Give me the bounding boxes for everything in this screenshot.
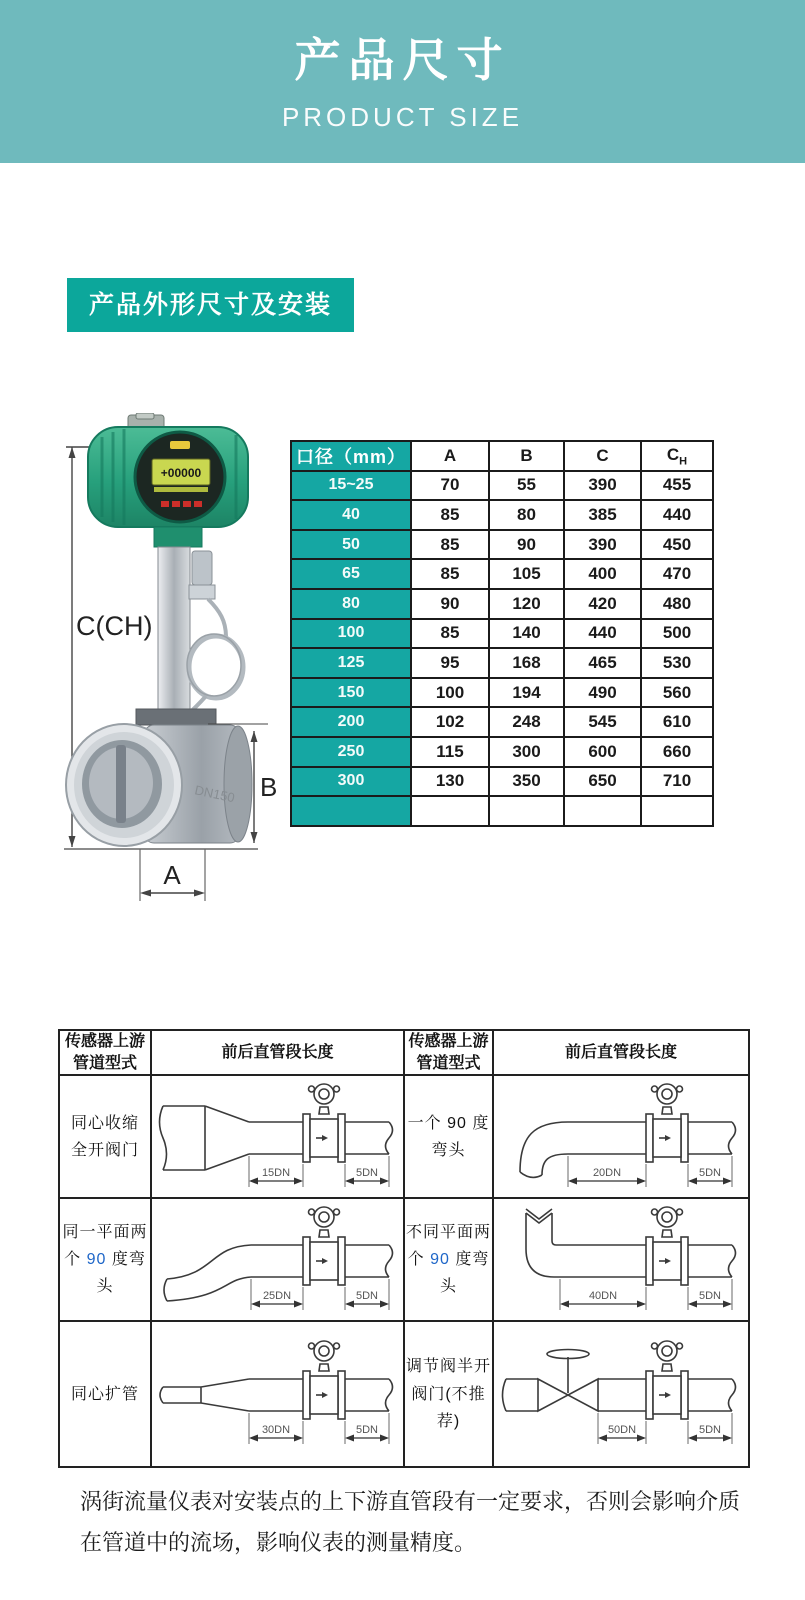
dim-label-a: A (163, 860, 181, 890)
value-cell: 610 (641, 707, 713, 737)
value-cell: 545 (564, 707, 641, 737)
installation-note (80, 1482, 740, 1563)
stem-pipe (158, 547, 190, 711)
dim-row (291, 619, 713, 649)
value-cell: 115 (411, 737, 489, 767)
value-cell: 100 (411, 678, 489, 708)
dn-cell: 100 (291, 619, 411, 649)
dn-cell: 300 (291, 767, 411, 797)
flowmeter-illustration (58, 413, 290, 905)
dimension-table (290, 440, 714, 827)
value-cell: 85 (411, 500, 489, 530)
config-label: 一个 90 度 弯头 (404, 1075, 493, 1198)
dim-label: 15DN (261, 1166, 290, 1179)
dim-row (291, 530, 713, 560)
value-cell: 300 (489, 737, 564, 767)
pipe-row (59, 1198, 749, 1321)
header-sensor-type: 传感器上游 管道型式 (59, 1030, 151, 1075)
value-cell: 85 (411, 619, 489, 649)
config-diagram (151, 1075, 404, 1198)
dn-cell (291, 796, 411, 826)
config-diagram (493, 1075, 749, 1198)
dim-row (291, 648, 713, 678)
dim-table-header-row (291, 441, 713, 471)
config-label: 调节阀半开 阀门(不推荐) (404, 1321, 493, 1467)
value-cell: 400 (564, 559, 641, 589)
dn-cell: 125 (291, 648, 411, 678)
value-cell (411, 796, 489, 826)
value-cell: 600 (564, 737, 641, 767)
value-cell: 168 (489, 648, 564, 678)
pipe-drawing (160, 1379, 393, 1411)
value-cell: 560 (641, 678, 713, 708)
flowmeter-symbol (303, 1084, 345, 1162)
diagram-concentric-reducer (153, 1078, 403, 1196)
value-cell: 70 (411, 471, 489, 501)
flowmeter-symbol (303, 1207, 345, 1285)
flowmeter-symbol (646, 1084, 688, 1162)
value-cell: 390 (564, 471, 641, 501)
dim-label: 5DN (355, 1289, 378, 1302)
value-cell: 440 (564, 619, 641, 649)
value-cell: 390 (564, 530, 641, 560)
pipe-drawing (159, 1106, 392, 1170)
value-cell: 130 (411, 767, 489, 797)
dim-row (291, 500, 713, 530)
hero-banner (0, 0, 805, 163)
flange-body (66, 709, 252, 846)
product-figure (58, 413, 290, 905)
value-cell: 660 (641, 737, 713, 767)
header-c: C (564, 441, 641, 471)
brand-logo (170, 441, 190, 449)
diagram-two-elbows-same-plane (153, 1201, 403, 1319)
dn-cell: 250 (291, 737, 411, 767)
value-cell: 350 (489, 767, 564, 797)
header-b: B (489, 441, 564, 471)
pipe-config-table (58, 1029, 750, 1468)
dim-row (291, 707, 713, 737)
header-diameter: 口径（mm） (291, 441, 411, 471)
value-cell (564, 796, 641, 826)
dim-row (291, 737, 713, 767)
config-label: 同一平面两 个 90 度弯头 (59, 1198, 151, 1321)
value-cell: 105 (489, 559, 564, 589)
value-cell: 530 (641, 648, 713, 678)
dim-label-c: C(CH) (76, 611, 153, 641)
header-a: A (411, 441, 489, 471)
dim-row-empty (291, 796, 713, 826)
header-straight-length: 前后直管段长度 (151, 1030, 404, 1075)
lcd-reading: +00000 (160, 466, 202, 480)
dim-label-b: B (260, 772, 278, 802)
dn-cell: 80 (291, 589, 411, 619)
value-cell: 480 (641, 589, 713, 619)
dim-row (291, 678, 713, 708)
dim-row (291, 589, 713, 619)
value-cell: 465 (564, 648, 641, 678)
value-cell: 710 (641, 767, 713, 797)
header-straight-length: 前后直管段长度 (493, 1030, 749, 1075)
dn-cell: 150 (291, 678, 411, 708)
config-label: 同心扩管 (59, 1321, 151, 1467)
transmitter-head (88, 413, 248, 527)
dim-label: 50DN (607, 1424, 637, 1437)
header-ch: $C_H$ (641, 441, 713, 471)
value-cell: 95 (411, 648, 489, 678)
value-cell: 90 (489, 530, 564, 560)
value-cell: 80 (489, 500, 564, 530)
value-cell: 194 (489, 678, 564, 708)
pipe-row (59, 1075, 749, 1198)
highlight-number: 90 (86, 1251, 107, 1269)
page-title: 产品尺寸 (294, 34, 511, 86)
diagram-two-elbows-different-plane (496, 1201, 746, 1319)
config-label: 同心收缩 全开阀门 (59, 1075, 151, 1198)
header-sensor-type: 传感器上游 管道型式 (404, 1030, 493, 1075)
value-cell: 440 (641, 500, 713, 530)
dim-row (291, 471, 713, 501)
dim-row (291, 559, 713, 589)
dim-label: 5DN (698, 1166, 722, 1179)
diagram-half-open-valve (496, 1335, 746, 1453)
flowmeter-symbol (646, 1341, 688, 1419)
dim-label: 5DN (355, 1424, 378, 1437)
value-cell: 650 (564, 767, 641, 797)
dim-row (291, 767, 713, 797)
value-cell: 248 (489, 707, 564, 737)
value-cell: 450 (641, 530, 713, 560)
note-line: 涡街流量仪表对安装点的上下游直管段有一定要求，否则会影响介质 (80, 1489, 741, 1514)
dim-label: 25DN (262, 1289, 291, 1302)
value-cell: 420 (564, 589, 641, 619)
value-cell: 55 (489, 471, 564, 501)
value-cell (489, 796, 564, 826)
value-cell: 490 (564, 678, 641, 708)
dn-cell: 50 (291, 530, 411, 560)
dn-cell: 200 (291, 707, 411, 737)
value-cell: 455 (641, 471, 713, 501)
dn-cell: 40 (291, 500, 411, 530)
dn-cell: 15~25 (291, 471, 411, 501)
value-cell: 85 (411, 559, 489, 589)
value-cell: 140 (489, 619, 564, 649)
value-cell: 120 (489, 589, 564, 619)
flowmeter-symbol (303, 1341, 345, 1419)
pipe-drawing (526, 1209, 736, 1277)
dim-label: 5DN (698, 1424, 722, 1437)
pipe-drawing (503, 1350, 736, 1412)
config-diagram (493, 1198, 749, 1321)
note-line: 在管道中的流场，影响仪表的测量精度。 (80, 1529, 477, 1555)
neck (154, 527, 202, 547)
config-diagram (151, 1198, 404, 1321)
diagram-concentric-expander (153, 1335, 403, 1453)
value-cell: 470 (641, 559, 713, 589)
dim-label: 20DN (592, 1166, 622, 1179)
capillary-fitting (187, 551, 243, 714)
pipe-row (59, 1321, 749, 1467)
config-diagram (151, 1321, 404, 1467)
value-cell: 385 (564, 500, 641, 530)
value-cell: 85 (411, 530, 489, 560)
page-subtitle: PRODUCT SIZE (281, 102, 524, 132)
dim-label: 5DN (355, 1166, 378, 1179)
highlight-number: 90 (430, 1251, 450, 1269)
dim-label: 5DN (698, 1289, 722, 1302)
dn-cell: 65 (291, 559, 411, 589)
pipe-table-header-row (59, 1030, 749, 1075)
value-cell (641, 796, 713, 826)
value-cell: 90 (411, 589, 489, 619)
config-label: 不同平面两 个 90 度弯头 (404, 1198, 493, 1321)
dim-label: 40DN (588, 1289, 618, 1302)
flange-mark: DN150 (193, 782, 237, 806)
dim-label: 30DN (261, 1424, 290, 1437)
flowmeter-symbol (646, 1207, 688, 1285)
value-cell: 500 (641, 619, 713, 649)
value-cell: 102 (411, 707, 489, 737)
section-badge: 产品外形尺寸及安装 (67, 278, 354, 332)
config-diagram (493, 1321, 749, 1467)
diagram-single-elbow (496, 1078, 746, 1196)
